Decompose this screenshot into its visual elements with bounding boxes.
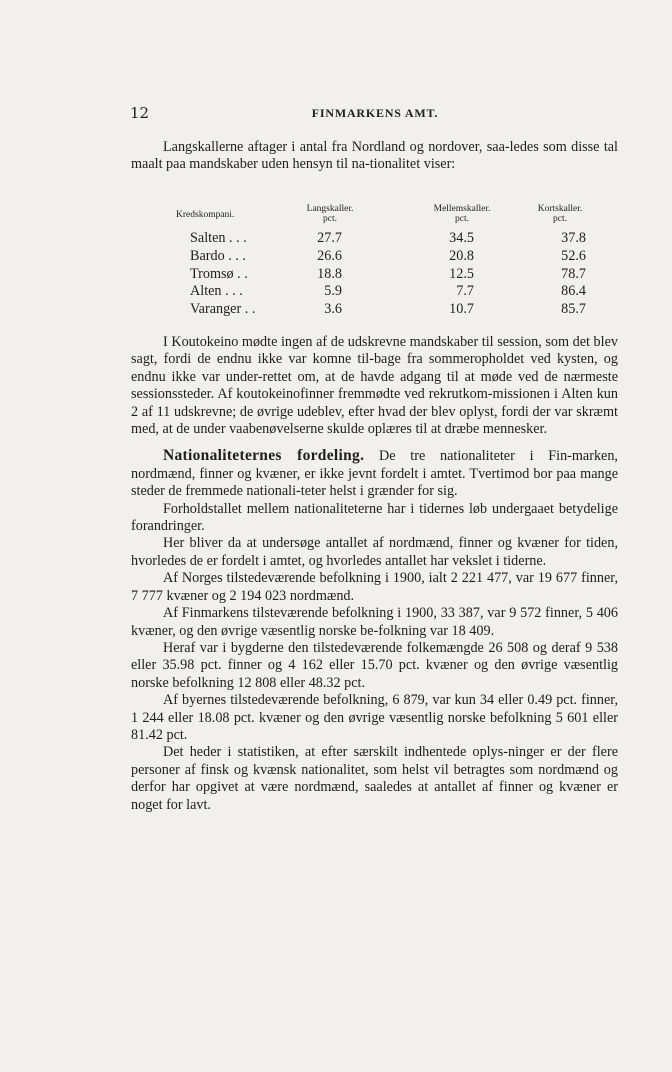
header-long-skulls xyxy=(280,204,380,224)
row-medium-pct: 12.5 xyxy=(449,265,474,282)
row-short-pct: 85.7 xyxy=(561,301,586,318)
header-district: Kredskompani. xyxy=(176,210,235,220)
paragraph-norges: Af Norges tilstedeværende befolkning i 1900, ialt 2 221 477, var 19 677 finner, 7 777 kvæner og 2 194 023 nordmænd. xyxy=(131,570,618,604)
row-medium-pct: 34.5 xyxy=(449,230,474,246)
header-long-unit: pct. xyxy=(323,214,337,224)
page-number: 12 xyxy=(130,104,150,122)
row-short-pct: 86.4 xyxy=(561,283,586,300)
intro-text xyxy=(131,139,618,174)
paragraph-statistiken: Det heder i statistiken, at efter særskilt indhentede oplys-ninger er der flere personer af finsk og kvænsk nationalitet, som helst vil betragtes som nordmænd og derfor har opgivet at være nordmænd, saaledes at antallet af finner og kvæner er noget for lavt. xyxy=(131,744,618,813)
table-row xyxy=(176,283,606,301)
row-long-pct: 26.6 xyxy=(317,247,342,264)
header-short-skulls xyxy=(500,204,620,224)
row-long-pct: 3.6 xyxy=(324,301,342,318)
paragraph-koutokeino: I Koutokeino mødte ingen af de udskrevne mandskaber til session, som det blev sagt, fordi de endnu ikke var komne til-bage fra sommeropholdet ved kysten, og endnu ikke var under-rettet om, at de havde adgang til at møde ved de nærmeste sessionssteder. Af koutokeinofinner fremmødte ved rekrutkom-missionen i Alten kun 2 af 11 udskrevne; de øvrige udeblev, efter hvad der blev oplyst, fordi der var skræmt med, at de under vaabenøvelserne skulde oplæres til at dræbe mennesker. xyxy=(131,334,618,438)
row-medium-pct: 10.7 xyxy=(449,301,474,318)
row-district: Salten . . . xyxy=(190,230,247,246)
paragraph-finmarkens: Af Finmarkens tilsteværende befolkning i 1900, 33 387, var 9 572 finner, 5 406 kvæner, og den øvrige væsentlig norske be-folkning var 18 409. xyxy=(131,605,618,639)
body-text xyxy=(131,334,618,814)
section-heading: Nationaliteternes fordeling. xyxy=(163,447,365,465)
row-long-pct: 18.8 xyxy=(317,265,342,282)
row-long-pct: 27.7 xyxy=(317,230,342,246)
paragraph-nationalities xyxy=(131,447,618,500)
table-row xyxy=(176,266,606,284)
row-district: Bardo . . . xyxy=(190,247,246,264)
table-row xyxy=(176,230,606,248)
paragraph-forholdstallet: Forholdstallet mellem nationaliteterne har i tidernes løb undergaaet betydelige forandringer. xyxy=(131,500,618,535)
page-header xyxy=(130,104,620,124)
paragraph-bygderne: Heraf var i bygderne den tilstedeværende folkemængde 26 508 og deraf 9 538 eller 35.98 pct. finner og 4 162 eller 15.70 pct. kvæner og den øvrige væsentlig norske befolkning 12 808 eller 48.32 pct. xyxy=(131,639,618,691)
header-long-label: Langskaller. xyxy=(306,204,354,214)
row-short-pct: 78.7 xyxy=(561,265,586,282)
paragraph-byernes: Af byernes tilstedeværende befolkning, 6 879, var kun 34 eller 0.49 pct. finner, 1 244 eller 18.08 pct. kvæner og den øvrige væsentlig norske befolkning 5 601 eller 81.42 pct. xyxy=(131,692,618,743)
row-district: Varanger . . xyxy=(190,301,256,318)
header-short-unit: pct. xyxy=(553,214,567,224)
table-row xyxy=(176,248,606,266)
section-lead-text: De tre nationaliteter i Fin-marken, nordmænd, finner og kvæner, er ikke jevnt fordelt i amtet. Tvertimod bor paa mange steder de fremmede nationali-teter helst i grænder for sig. xyxy=(131,448,618,500)
table-header xyxy=(176,204,606,230)
header-short-label: Kortskaller. xyxy=(537,204,583,214)
row-short-pct: 52.6 xyxy=(561,247,586,264)
table-row xyxy=(176,301,606,319)
row-medium-pct: 7.7 xyxy=(456,283,474,300)
row-long-pct: 5.9 xyxy=(324,283,342,300)
skull-shape-table xyxy=(176,204,606,319)
header-medium-unit: pct. xyxy=(455,214,469,224)
row-short-pct: 37.8 xyxy=(561,230,586,246)
row-district: Tromsø . . xyxy=(190,265,248,282)
row-district: Alten . . . xyxy=(190,283,243,300)
paragraph-her-bliver: Her bliver da at undersøge antallet af nordmænd, finner og kvæner for tiden, hvorledes de er fordelt i amtet, og hvorledes antallet har vekslet i tiderne. xyxy=(131,535,618,569)
intro-paragraph: Langskallerne aftager i antal fra Nordland og nordover, saa-ledes som disse tal maalt paa mandskaber uden hensyn til na-tionalitet viser: xyxy=(131,139,618,173)
row-medium-pct: 20.8 xyxy=(449,247,474,264)
running-title: FINMARKENS AMT. xyxy=(311,106,439,120)
header-medium-label: Mellemskaller. xyxy=(433,204,491,214)
